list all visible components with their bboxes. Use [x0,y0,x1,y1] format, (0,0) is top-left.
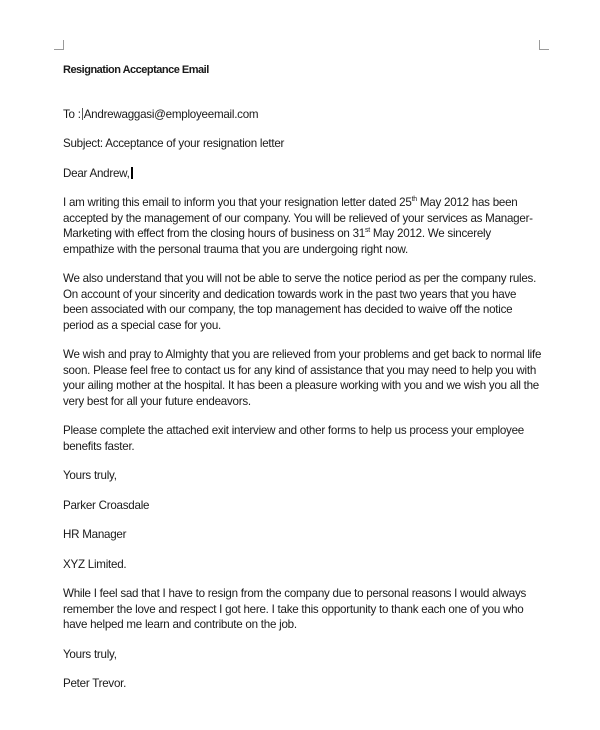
paragraph-3: We wish and pray to Almighty that you are relieved from your problems and get back to normal life soon. Please feel free to contact us for any kind of assistance that you may need to help you with your ailing mother at the hospital. It has been a pleasure working with you and we wish you all the very best for all your future endeavors. [63,348,542,408]
to-label: To : [63,107,81,121]
paragraph-1 [63,195,543,257]
para1-superscript-a: th [411,196,417,203]
para1-part-c: May 2012. We sincerely empathize with the personal trauma that you are undergoing right now. [63,227,491,256]
paragraph-4: Please complete the attached exit interview and other forms to help us process your employee benefits faster. [63,424,524,453]
reply-signer-name: Peter Trevor. [63,677,127,690]
document-title: Resignation Acceptance Email [63,64,209,76]
closing-line-2: Yours truly, [63,647,117,661]
text-caret [131,167,133,179]
recipient-line [63,107,543,123]
para1-part-a: I am writing this email to inform you that your resignation letter dated 25 [63,196,412,209]
recipient-email: Andrewaggasi@employeemail.com [83,107,259,121]
para1-part-b: May 2012 has been accepted by the management of our company. You will be relieved of your services as Manager-Marketing with effect from the closing hours of business on 31 [63,196,533,240]
greeting-text: Dear Andrew, [63,166,130,180]
page-corner-top-right [539,40,549,50]
paragraph-2: We also understand that you will not be able to serve the notice period as per the company rules. On account of your sincerity and dedication towards work in the past two years that you have been associated with our company, the top management has decided to waive off the notice period as a special case for you. [63,272,537,332]
greeting-line [63,166,543,182]
signer-title: HR Manager [63,528,127,541]
signer-name: Parker Croasdale [63,498,150,512]
closing-line-1: Yours truly, [63,469,117,482]
paragraph-5: While I feel sad that I have to resign from the company due to personal reasons I would always remember the love and respect I got here. I take this opportunity to thank each one of you who have helped me learn and contribute on the job. [63,587,527,631]
signer-company: XYZ Limited. [63,557,127,571]
subject-line: Subject: Acceptance of your resignation letter [63,137,285,150]
document-page[interactable] [63,63,543,692]
para1-superscript-b: st [365,227,370,234]
page-corner-top-left [54,40,64,50]
text-cursor-mark [82,108,83,120]
